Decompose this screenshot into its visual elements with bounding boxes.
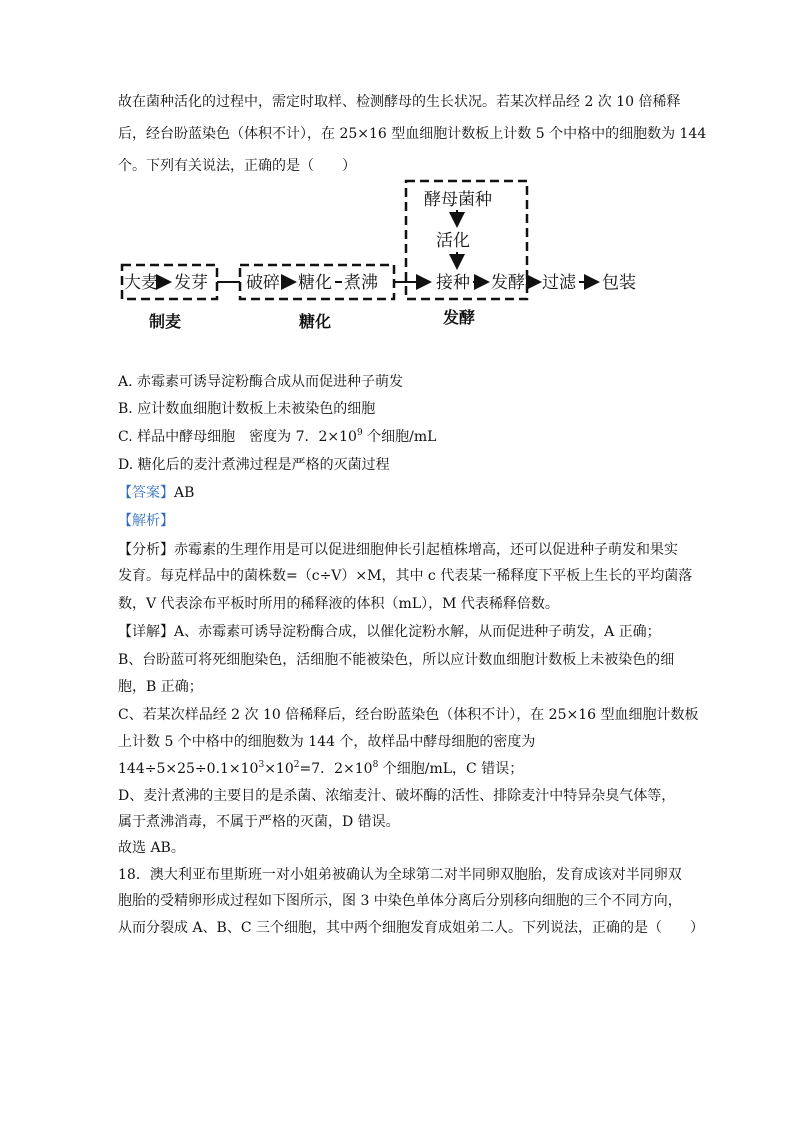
step-ferment: 发酵 <box>491 273 525 293</box>
fenxi-line-1: 【分析】赤霉素的生理作用是可以促进细胞伸长引起植株增高，还可以促进种子萌发和果实 <box>118 542 678 558</box>
step-activate: 活化 <box>436 231 470 251</box>
fenxi-line-2: 发育。每克样品中的菌株数=（c÷V）×M，其中 c 代表某一稀释度下平板上生长的平均菌落 <box>118 568 693 584</box>
xiangjie-line-b2: 胞，B 正确； <box>118 679 203 695</box>
answer-line <box>118 483 194 503</box>
option-b: B. 应计数血细胞计数板上未被染色的细胞 <box>118 401 376 417</box>
step-barley: 大麦 <box>124 273 158 293</box>
step-crush: 破碎 <box>246 273 280 293</box>
q18-line-2: 胞胎的受精卵形成过程如下图所示，图 3 中染色单体分离后分别移向细胞的三个不同方向， <box>118 893 682 909</box>
fenxi-line-3: 数，V 代表涂布平板时所用的稀释液的体积（mL），M 代表稀释倍数。 <box>118 596 559 612</box>
label-malting: 制麦 <box>149 312 182 331</box>
question-intro-line-1: 故在菌种活化的过程中，需定时取样、检测酵母的生长状况。若某次样品经 2 次 10 倍稀释 <box>118 94 681 110</box>
step-filter: 过滤 <box>542 273 576 293</box>
xiangjie-line-a: 【详解】A、赤霉素可诱导淀粉酶合成，以催化淀粉水解，从而促进种子萌发，A 正确； <box>118 624 661 640</box>
question-intro-line-2: 后，经台盼蓝染色（体积不计），在 25×16 型血细胞计数板上计数 5 个中格中的细胞数为 144 <box>118 126 707 142</box>
answer-value: AB <box>174 485 195 501</box>
step-inoculate: 接种 <box>436 273 470 293</box>
label-saccharify: 糖化 <box>299 312 332 331</box>
brewing-process-diagram <box>0 0 793 345</box>
step-saccharify: 糖化 <box>298 273 332 293</box>
xiangjie-line-d1: D、麦汁煮沸的主要目的是杀菌、浓缩麦汁、破坏酶的活性、排除麦汁中特异杂臭气体等， <box>118 788 676 804</box>
xiangjie-line-b1: B、台盼蓝可将死细胞染色，活细胞不能被染色，所以应计数血细胞计数板上未被染色的细 <box>118 652 675 668</box>
q18-line-3: 从而分裂成 A、B、C 三个细胞，其中两个细胞发育成姐弟二人。下列说法，正确的是（ ） <box>118 920 705 936</box>
answer-tag: 【答案】 <box>118 485 174 501</box>
step-yeast-strain: 酵母菌种 <box>424 190 492 210</box>
option-a: A. 赤霉素可诱导淀粉酶合成从而促进种子萌发 <box>118 374 404 390</box>
analysis-tag: 【解析】 <box>118 513 174 529</box>
xiangjie-line-c1: C、若某次样品经 2 次 10 倍稀释后，经台盼蓝染色（体积不计），在 25×16 型血细胞计数板 <box>118 707 699 723</box>
xiangjie-line-c3: $144\div 5\times 25\div 0.1\times 10^3\times 10^2=7$．$2\times 10^8$ 个细胞/mL，C 错误； <box>118 760 524 777</box>
xiangjie-line-d2: 属于煮沸消毒，不属于严格的灭菌，D 错误。 <box>118 814 400 830</box>
question-intro-line-3: 个。下列有关说法，正确的是（ ） <box>118 158 356 174</box>
step-germinate: 发芽 <box>174 273 208 293</box>
option-d: D. 糖化后的麦汁煮沸过程是严格的灭菌过程 <box>118 457 390 473</box>
option-c: C. 样品中酵母细胞 密度为 7．$2\times 10^9$ 个细胞/mL <box>118 428 437 445</box>
xiangjie-line-c2: 上计数 5 个中格中的细胞数为 144 个，故样品中酵母细胞的密度为 <box>118 734 536 750</box>
q18-line-1: 18．澳大利亚布里斯班一对小姐弟被确认为全球第二对半同卵双胞胎，发育成该对半同卵双 <box>118 867 682 883</box>
conclusion-line: 故选 AB。 <box>118 840 185 856</box>
step-package: 包装 <box>602 273 636 293</box>
step-boil: 煮沸 <box>344 273 378 293</box>
label-ferment: 发酵 <box>443 308 476 327</box>
